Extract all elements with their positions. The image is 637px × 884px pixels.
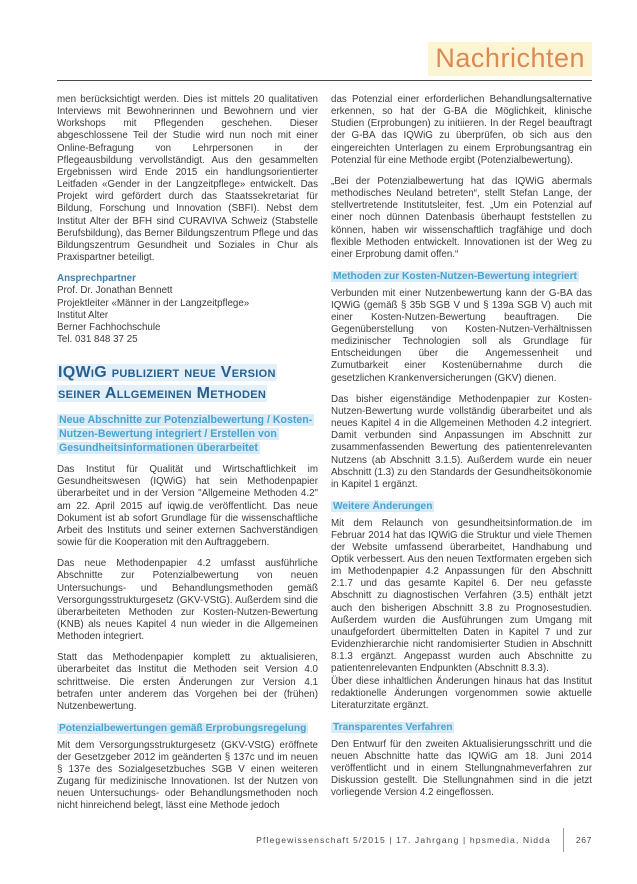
- contact-block: [57, 273, 318, 346]
- paragraph: Mit dem Versorgungsstrukturgesetz (GKV-VStG) eröffnete der Gesetzgeber 2012 im geänderten § 137c und im neuen § 137e des Sozialgesetzbuches SGB V einen weiteren Zugang für medizinische Innovationen. Ist der Nutzen von neuen Untersuchungs- oder Behandlungsmethoden noch nicht hinreichend belegt, lässt eine Methode jedoch: [57, 739, 318, 812]
- article-title-line: seiner Allgemeinen Methoden: [58, 385, 267, 403]
- section-heading: Transparentes Verfahren: [333, 722, 453, 734]
- section-heading: Potenzialbewertungen gemäß Erprobungsregelung: [59, 723, 307, 735]
- page-title: Nachrichten: [428, 42, 592, 76]
- paragraph: Statt das Methodenpapier komplett zu aktualisieren, überarbeitet das Institut die Methoden seit Version 4.0 schrittweise. Die ersten Änderungen zur Version 4.1 betrafen unter anderem das Vorgehen bei der (frühen) Nutzenbewertung.: [57, 652, 318, 712]
- page-number: 267: [575, 835, 592, 845]
- header-divider: [57, 80, 592, 81]
- page-header: [57, 42, 592, 76]
- contact-line: Tel. 031 848 37 25: [57, 333, 138, 345]
- paragraph: Das neue Methodenpapier 4.2 umfasst ausführliche Abschnitte zur Potenzialbewertung von neuen Untersuchungs- und Behandlungsmethoden gemäß Versorgungsstrukturgesetz (GKV-VStG). Außerdem sind die überarbeiteten Methoden zur Kosten-Nutzen-Bewertung (KNB) als neues Kapitel 4 nun wieder in die Allgemeinen Methoden integriert.: [57, 558, 318, 643]
- left-column: [57, 94, 318, 820]
- contact-line: Projektleiter «Männer in der Langzeitpflege»: [57, 297, 250, 309]
- article-subtitle: Neue Abschnitte zur Potenzialbewertung / Kosten-Nutzen-Bewertung integriert / Erstellen von Gesundheitsinformationen überarbeitet: [59, 414, 313, 455]
- contact-heading: Ansprechpartner: [57, 273, 136, 285]
- paragraph: Das Institut für Qualität und Wirtschaftlichkeit im Gesundheitswesen (IQWiG) hat sein Methodenpapier überarbeitet und in der Version "Allgemeine Methoden 4.2" am 22. April 2015 auf iqwig.de veröffentlicht. Das neue Dokument ist ab sofort Grundlage für die wissenschaftliche Arbeit des Instituts und seiner externen Sachverständigen sowie für die Kooperation mit den Auftraggebern.: [57, 464, 318, 549]
- paragraph: das Potenzial einer erforderlichen Behandlungsalternative erkennen, so hat der G-BA die Möglichkeit, klinische Studien (Erprobungen) zu initiieren. In der Regel beauftragt der G-BA das IQWiG zu überprüfen, ob sich aus den eingereichten Unterlagen zu einem Erprobungsantrag ein Potenzial für eine Methode ergibt (Potenzialbewertung).: [331, 94, 592, 166]
- paragraph: men berücksichtigt werden. Dies ist mittels 20 qualitativen Interviews mit Bewohnerinnen und Bewohnern und vier Workshops mit Pflegenden geschehen. Dieser abgeschlossene Teil der Studie wird nun noch mit einer Online-Befragung von Lehrpersonen in der Pflegeausbildung vervollständigt. Aus den gesammelten Ergebnissen wird Ende 2015 ein handlungsorientierter Leitfaden «Gender in der Langzeitpflege» entwickelt. Das Projekt wird gefördert durch das Staatssekretariat für Bildung, Forschung und Innovation (SBFI). Nebst dem Institut Alter der BFH sind CURAVIVA Schweiz (Stabstelle Berufsbildung), das Berner Bildungszentrum Pflege und das Bildungszentrum Gesundheit und Soziales in Chur als Praxispartner beteiligt.: [57, 94, 318, 264]
- section-heading: Weitere Änderungen: [333, 501, 433, 513]
- journal-info: Pflegewissenschaft 5/2015 | 17. Jahrgang | hpsmedia, Nidda: [256, 835, 551, 845]
- contact-line: Institut Alter: [57, 309, 109, 321]
- contact-line: Prof. Dr. Jonathan Bennett: [57, 285, 173, 297]
- paragraph: Den Entwurf für den zweiten Aktualisierungsschritt und die neuen Abschnitte hatte das IQWiG am 18. Juni 2014 veröffentlicht und in einem Stellungnahmeverfahren zur Diskussion gestellt. Die Stellungnahmen sind in die jetzt vorliegende Version 4.2 eingeflossen.: [331, 738, 592, 799]
- page-footer: [256, 827, 592, 853]
- paragraph: Das bisher eigenständige Methodenpapier zur Kosten-Nutzen-Bewertung wurde vollständig überarbeitet und als neues Kapitel 4 in die Allgemeinen Methoden 4.2 integriert. Damit verbunden sind Anpassungen im Abschnitt zur zusammenfassenden Bewertung des patientenrelevanten Nutzens (ab Abschnitt 3.1.5). Außerdem wurde ein neuer Abschnitt (1.3) zu den Standards der Gesundheitsökonomie in Kapitel 1 ergänzt.: [331, 393, 592, 490]
- contact-line: Berner Fachhochschule: [57, 321, 161, 333]
- paragraph: Verbunden mit einer Nutzenbewertung kann der G-BA das IQWiG (gemäß § 35b SGB V und § 139a SGB V) auch mit einer Kosten-Nutzen-Bewertung beauftragen. Die Gegenüberstellung von Kosten-Nutzen-Verhältnissen medizinischer Technologien soll als Grundlage für Entscheidungen über die Angemessenheit und Zumutbarkeit einer Kostenübernahme durch die gesetzlichen Krankenversicherungen (GKV) dienen.: [331, 287, 592, 384]
- article-title-line: IQWiG publiziert neue Version: [58, 364, 276, 382]
- right-column: [331, 94, 592, 820]
- footer-divider: [563, 828, 564, 852]
- paragraph: „Bei der Potenzialbewertung hat das IQWiG abermals methodisches Neuland betreten“, stellt Stefan Lange, der stellvertretende Institutsleiter, fest. „Um ein Potenzial auf einer noch dünnen Datenbasis überhaupt feststellen zu können, haben wir wissenschaftlich tragfähige und doch flexible Methoden entwickelt. Innovationen ist der Weg zu einer Erprobung damit offen.“: [331, 175, 592, 260]
- article-title: [57, 362, 318, 404]
- content-columns: [57, 94, 592, 820]
- paragraph: Mit dem Relaunch von gesundheitsinformation.de im Februar 2014 hat das IQWiG die Struktur und viele Themen der Website umfassend überarbeitet, Handhabung und Optik verbessert. Aus den neuen Textformaten ergeben sich im Methodenpapier 4.2 Anpassungen für den Abschnitt 2.1.7 und das gesamte Kapitel 6. Der neu gefasste Abschnitt zu diagnostischen Verfahren (3.5) enthält jetzt auch den bisherigen Abschnitt 3.8 zu Prognosestudien. Außerdem wurden die Ausführungen zum Umgang mit unaufgefordert übermittelten Daten in Kapitel 7 und zur Evidenzhierarchie nicht randomisierter Studien in Abschnitt 8.1.3 ergänzt. Angepasst wurden auch Abschnitte zu patientenrelevanten Endpunkten (Abschnitt 8.3.3).: [331, 517, 592, 675]
- paragraph: Über diese inhaltlichen Änderungen hinaus hat das Institut redaktionelle Änderungen vorgenommen sowie aktuelle Literaturzitate ergänzt.: [331, 675, 592, 711]
- section-heading: Methoden zur Kosten-Nutzen-Bewertung integriert: [333, 271, 577, 283]
